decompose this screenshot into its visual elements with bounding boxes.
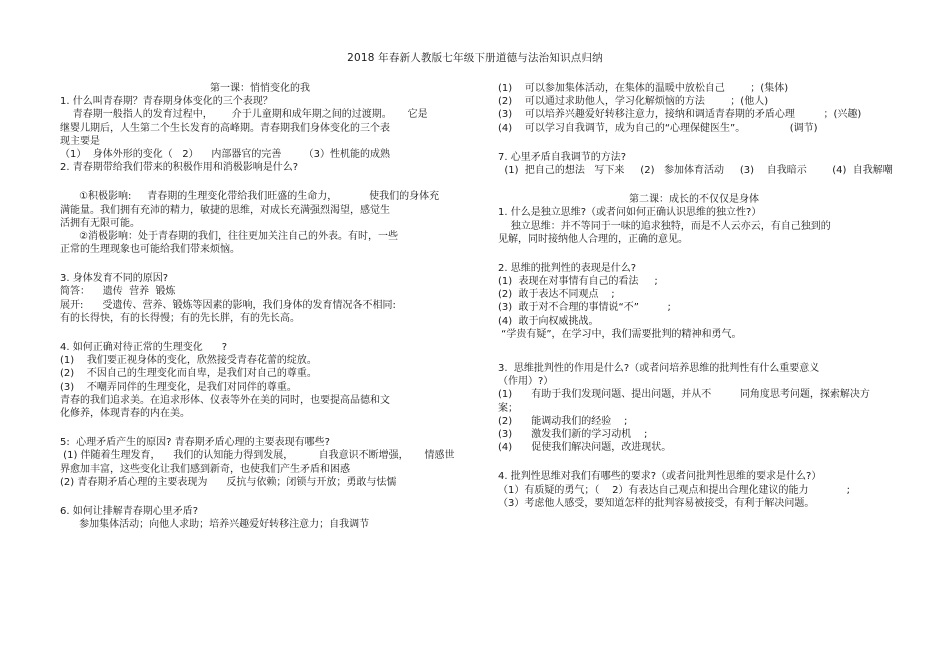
- answer-line: (3) 敢于对不合理的事情说“不” ;: [498, 302, 671, 314]
- answer-line: (3) 可以培养兴趣爱好转移注意力，接纳和调适青春期的矛盾心理 ；(兴趣): [498, 109, 862, 121]
- answer-line: 化修养，体现青春的内在美。: [60, 407, 190, 419]
- question-3: 3. 思维批判性的作用是什么?（或者问培养思维的批判性有什么重要意义: [498, 363, 820, 374]
- answer-line: (4) 敢于向权威挑战。: [498, 315, 599, 327]
- answer-line: 界愈加丰富，这些变化让我们感到新奇，也使我们产生矛盾和困惑: [60, 463, 350, 475]
- answer-line: (2) 可以通过求助他人，学习化解烦恼的方法 ；(他人): [498, 96, 769, 108]
- answer-line: （3）考虑他人感受，要知道怎样的批判容易被接受，有利于解决问题。: [498, 497, 815, 509]
- answer-line: 青春的我们追求美。在追求形体、仪表等外在美的同时，也要提高品德和文: [60, 394, 390, 406]
- answer-line: 见解，同时接纳他人合理的，正确的意见。: [498, 233, 688, 245]
- question-6: 6. 如何让排解青春期心里矛盾?: [60, 505, 199, 517]
- answer-line: 继婴儿期后，人生第二个生长发育的高峰期。青春期我们身体变化的三个表: [60, 122, 390, 134]
- question-4: 4. 如何正确对待正常的生理变化 ?: [60, 342, 228, 353]
- lesson1-heading: 第一课：悄悄变化的我: [210, 83, 310, 94]
- answer-line: 有的长得快，有的长得慢；有的先长胖，有的先长高。: [60, 312, 300, 324]
- answer-line: 参加集体活动；向他人求助；培养兴趣爱好转移注意力；自我调节: [60, 519, 370, 531]
- question-7: 7. 心里矛盾自我调节的方法?: [498, 151, 627, 163]
- answer-line: (2) 不因自己的生理变化而自卑，是我们对自己的尊重。: [60, 368, 317, 380]
- question-3-cont: （作用）?）: [498, 376, 554, 388]
- answer-line: (1) 我们要正视身体的变化，欣然接受青春花蕾的绽放。: [60, 355, 317, 367]
- answer-line: 独立思维：并不等同于一味的追求独特，而是不人云亦云，有自己独到的: [498, 220, 831, 232]
- answer-line: （1） 身体外形的变化（ 2） 内部器官的完善 （3）性机能的成熟: [60, 148, 390, 160]
- answer-line: 活拥有无限可能。: [60, 217, 140, 229]
- answer-line: 展开: 受遗传、营养、锻炼等因素的影响，我们身体的发育情况各不相同:: [60, 299, 396, 311]
- document-title: 2018 年春新人教版七年级下册道德与法治知识点归纳: [347, 52, 603, 64]
- question-2: 2. 思维的批判性的表现是什么?: [498, 262, 637, 274]
- question-2: 2. 青春期带给我们带来的积极作用和消极影响是什么?: [60, 162, 299, 174]
- question-1: 1. 什么是独立思维?（或者问如何正确认识思维的独立性?）: [498, 207, 762, 219]
- answer-line: ①积极影响: 青春期的生理变化带给我们旺盛的生命力， 使我们的身体充: [60, 191, 440, 203]
- answer-line: (4) 促使我们解决问题，改进现状。: [498, 442, 672, 454]
- answer-line: ②消极影响：处于青春期的我们，往往更加关注自己的外表。有时，一些: [60, 230, 399, 242]
- answer-line: (3) 不嘲弄同伴的生理变化，是我们对同伴的尊重。: [60, 381, 297, 393]
- answer-line: （1）有质疑的勇气；（ 2）有表达自己观点和提出合理化建议的能力 ;: [498, 484, 850, 496]
- answer-line: (1) 表现在对事情有自己的看法 ;: [498, 276, 658, 288]
- right-column: [498, 82, 893, 510]
- answer-line: 简答： 遗传 营养 锻炼: [60, 286, 176, 298]
- answer-line: (4) 可以学习自我调节，成为自己的“心理保健医生”。 (调节): [498, 122, 818, 134]
- answer-line: (2) 敢于表达不同观点 ;: [498, 289, 615, 301]
- answer-line: (1) 有助于我们发现问题、提出问题，并从不 同角度思考问题，探索解决方: [498, 389, 870, 401]
- answer-line: 满能量。我们拥有充沛的精力，敏捷的思维，对成长充满强烈渴望，感觉生: [60, 204, 390, 216]
- left-column: [60, 82, 460, 531]
- question-4: 4. 批判性思维对我们有哪些的要求?（或者问批判性思维的要求是什么?）: [498, 471, 822, 483]
- answer-line: 青春期一般指人的发育过程中， 介于儿童期和成年期之间的过渡期。 它是: [60, 109, 428, 121]
- answer-line: (3) 激发我们新的学习动机 ;: [498, 428, 648, 440]
- answer-line: (2) 能调动我们的经验 ;: [498, 415, 628, 427]
- answer-line: (2) 青春期矛盾心理的主要表现为 反抗与依赖；闭锁与开放；勇敢与怯懦: [60, 476, 397, 488]
- answer-line: 正常的生理现象也可能给我们带来烦恼。: [60, 244, 240, 256]
- answer-line: (1) 可以参加集体活动，在集体的温暖中放松自己 ；(集体): [498, 83, 789, 94]
- answer-line: 现主要是: [60, 135, 100, 147]
- answer-line: “学贵有疑”，在学习中，我们需要批判的精神和勇气。: [498, 328, 742, 340]
- question-5: 5: 心理矛盾产生的原因? 青春期矛盾心理的主要表现有哪些?: [60, 437, 330, 449]
- question-3: 3. 身体发育不同的原因?: [60, 273, 169, 285]
- question-1: 1. 什么叫青春期？青春期身体变化的三个表现？: [60, 96, 273, 108]
- answer-line: (1) 伴随着生理发育， 我们的认知能力得到发展， 自我意识不断增强， 情感世: [60, 450, 455, 462]
- answer-line: 案；: [498, 402, 518, 414]
- lesson2-heading: 第二课：成长的不仅仅是身体: [629, 194, 759, 206]
- answer-line: (1) 把自己的想法 写下来 (2) 参加体育活动 (3) 自我暗示 (4) 自我解嘲: [498, 164, 893, 176]
